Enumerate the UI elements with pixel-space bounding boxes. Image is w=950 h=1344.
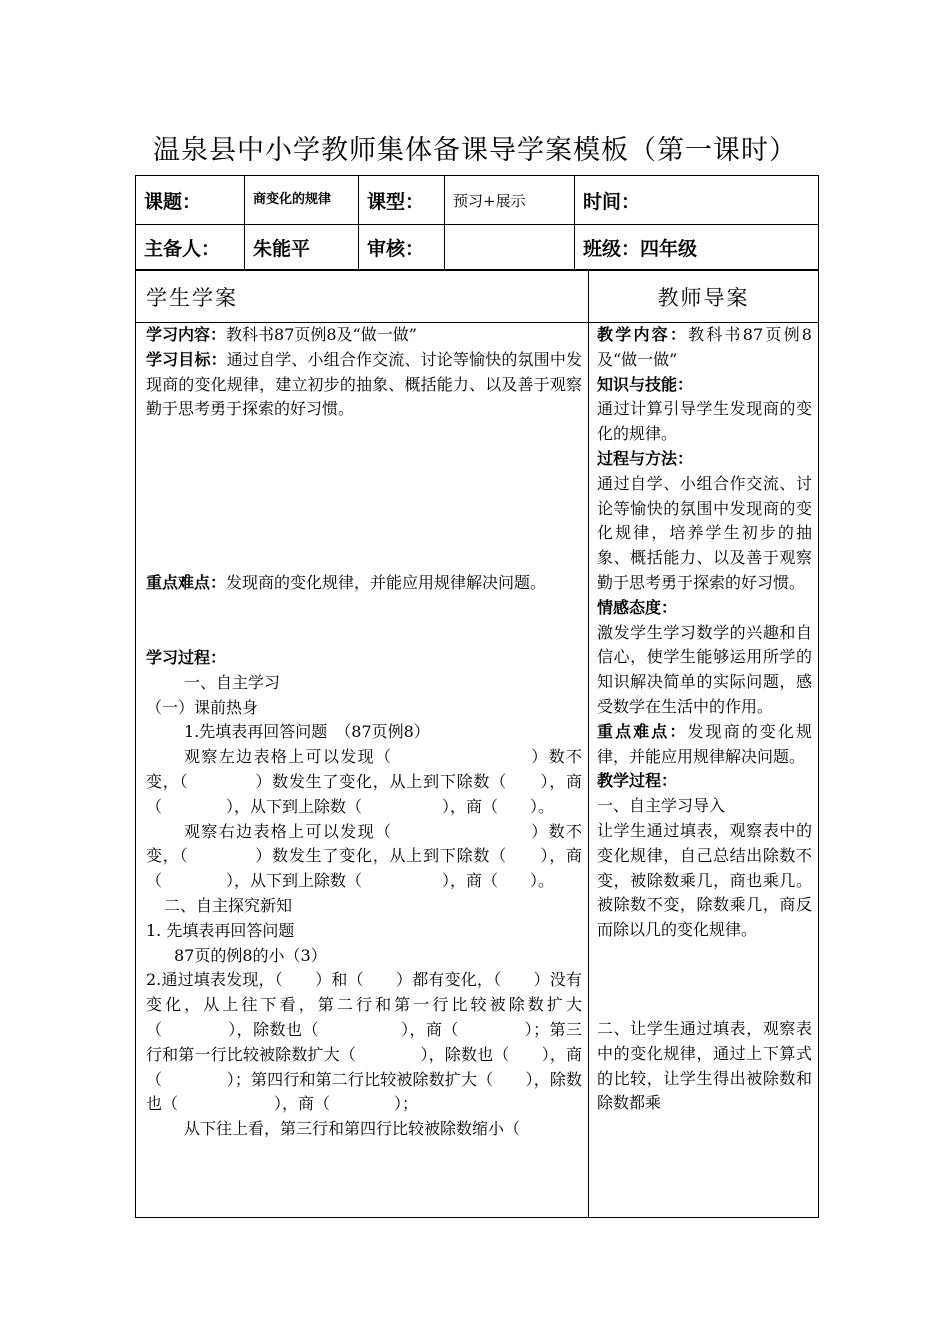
topic-value: 商变化的规律 xyxy=(245,176,359,225)
attitude-label: 情感态度： xyxy=(597,597,678,617)
study-goal-text: 通过自学、小组合作交流、讨论等愉快的氛围中发现商的变化规律，建立初步的抽象、概括能力、以及善于观察勤于思考勇于探索的好习惯。 xyxy=(146,349,582,419)
step-2-item-3: 从下往上看，第三行和第四行比较被除数缩小（ xyxy=(184,1119,521,1139)
topic-label: 课题： xyxy=(136,176,245,225)
time-label: 时间： xyxy=(575,176,819,225)
step-2-item-1: 1. 先填表再回答问题 xyxy=(146,920,295,940)
class-label: 班级：四年级 xyxy=(575,225,819,270)
plan-table xyxy=(135,270,819,1218)
lesson-info-table xyxy=(135,175,819,270)
teaching-step-1-heading: 一、自主学习导入 xyxy=(597,796,726,816)
student-plan-column xyxy=(136,323,589,1218)
teaching-content-text: 教科书87页例8及“做一做” xyxy=(597,325,812,369)
review-label: 审核： xyxy=(359,225,445,270)
teacher-plan-heading: 教师导案 xyxy=(589,271,819,323)
method-text: 通过自学、小组合作交流、讨论等愉快的氛围中发现商的变化规律，培养学生初步的抽象、概括能力、以及善于观察勤于思考勇于探索的好习惯。 xyxy=(597,473,812,592)
attitude-text: 激发学生学习数学的兴趣和自信心，使学生能够运用所学的知识解决简单的实际问题，感受数学在生活中的作用。 xyxy=(597,622,812,716)
teaching-content-label: 教学内容： xyxy=(597,325,689,344)
method-label: 过程与方法： xyxy=(597,448,694,468)
type-value: 预习+展示 xyxy=(445,176,575,225)
key-points-text: 发现商的变化规律，并能应用规律解决问题。 xyxy=(226,573,547,593)
step-2-heading: 二、自主探究新知 xyxy=(164,895,293,915)
teacher-key-points-label: 重点难点： xyxy=(597,721,688,741)
step-1-heading: 一、自主学习 xyxy=(184,672,281,692)
skill-text: 通过计算引导学生发现商的变化的规律。 xyxy=(597,399,812,444)
teacher-plan-column xyxy=(589,323,819,1218)
skill-label: 知识与技能： xyxy=(597,374,694,394)
step-1a-item: 1.先填表再回答问题 （87页例8） xyxy=(184,722,430,742)
step-1a-heading: （一）课前热身 xyxy=(146,697,259,717)
teaching-step-1-text: 让学生通过填表，观察表中的变化规律，自己总结出除数不变，被除数乘几，商也乘几。被除数不变，除数乘几，商反而除以几的变化规律。 xyxy=(597,820,812,940)
study-goal-label: 学习目标： xyxy=(146,349,227,369)
step-2-item-2: 2.通过填表发现，（ ）和（ ）都有变化，（ ）没有变化，从上往下看，第二行和第一行比较被除数扩大（ ），除数也（ ），商（ ）；第三行和第一行比较被除数扩大（ ），除数也（ ），商（ ）；第四行和第二行比较被除数扩大（ ），除数也（ ），商（ ）； xyxy=(146,970,582,1114)
study-process-label: 学习过程： xyxy=(146,647,227,667)
review-value xyxy=(445,225,575,270)
observe-left-text: 观察左边表格上可以发现（ ）数不变，（ ）数发生了变化，从上到下除数（ ），商（ ），从下到上除数（ ），商（ ）。 xyxy=(146,747,582,816)
page-title: 温泉县中小学教师集体备课导学案模板（第一课时） xyxy=(153,135,797,166)
key-points-label: 重点难点： xyxy=(146,573,227,593)
teaching-process-label: 教学过程： xyxy=(597,771,678,791)
study-content-label: 学习内容： xyxy=(146,325,227,344)
type-label: 课型： xyxy=(359,176,445,225)
student-plan-heading: 学生学案 xyxy=(136,271,589,323)
lead-teacher-label: 主备人： xyxy=(136,225,245,270)
teacher-key-points-text: 发现商的变化规律，并能应用规律解决问题。 xyxy=(597,721,812,766)
observe-right-text: 观察右边表格上可以发现（ ）数不变，（ ）数发生了变化，从上到下除数（ ），商（ ），从下到上除数（ ），商（ ）。 xyxy=(146,821,582,891)
study-content-text: 教科书87页例8及“做一做” xyxy=(226,325,417,344)
teaching-step-2-text: 二、让学生通过填表，观察表中的变化规律，通过上下算式的比较，让学生得出被除数和除数都乘 xyxy=(597,1018,812,1113)
lead-teacher-value: 朱能平 xyxy=(245,225,359,270)
step-2-item-1a: 87页的例8的小（3） xyxy=(174,945,327,965)
